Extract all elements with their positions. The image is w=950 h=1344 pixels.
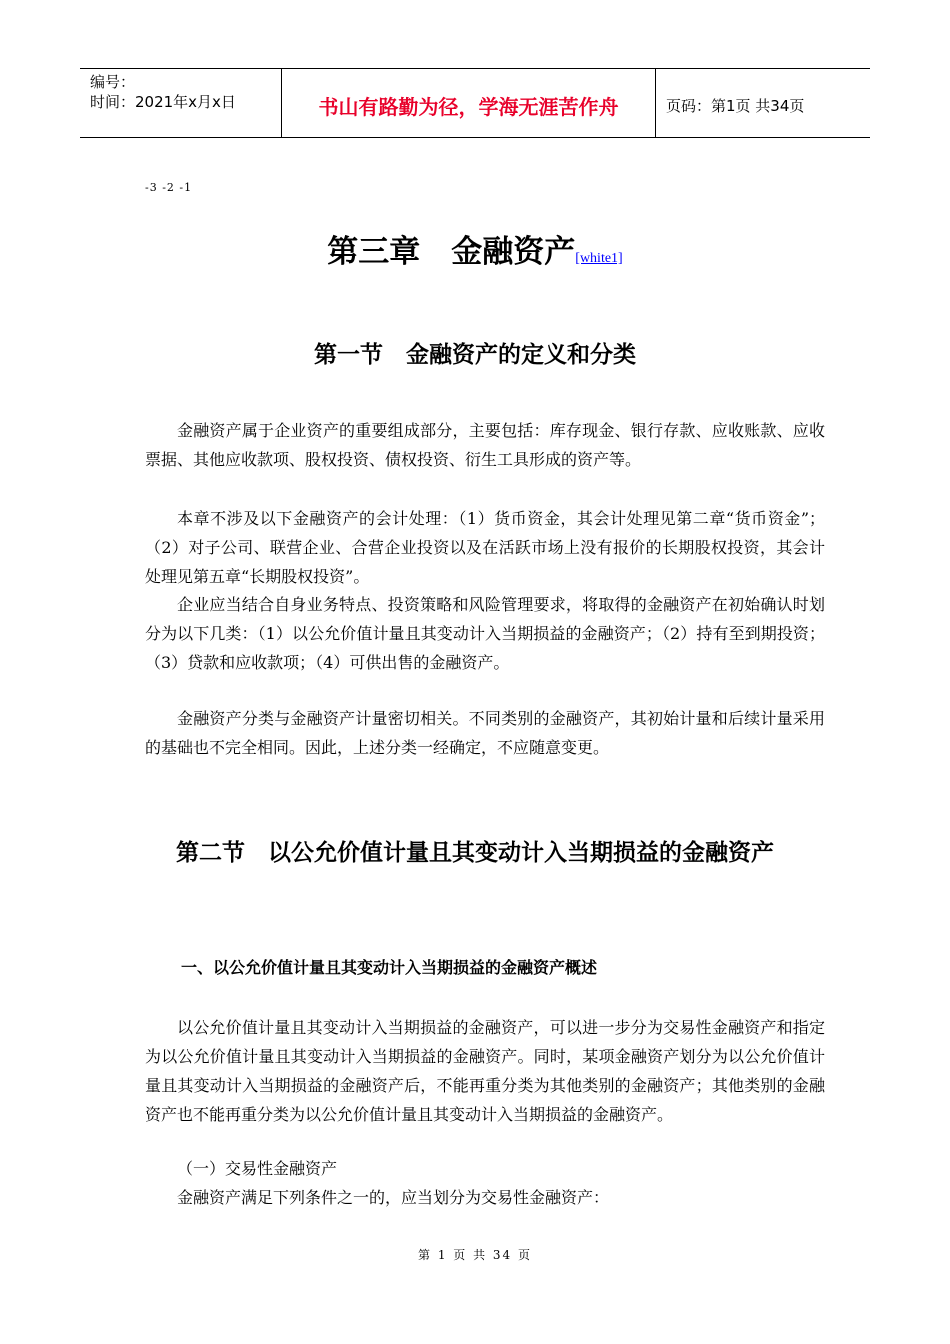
section2-subtitle: 一、以公允价值计量且其变动计入当期损益的金融资产概述 — [181, 958, 598, 977]
page-footer: 第 1 页 共 34 页 — [418, 1248, 532, 1262]
number-label: 编号： — [90, 73, 136, 91]
section1-paragraph: 金融资产分类与金融资产计量密切相关。不同类别的金融资产，其初始计量和后续计量采用的基础也不完全相同。因此，上述分类一经确定，不应随意变更。 — [145, 709, 825, 757]
header-table — [80, 68, 870, 138]
section1-paragraph: 金融资产属于企业资产的重要组成部分，主要包括：库存现金、银行存款、应收账款、应收票据、其他应收款项、股权投资、债权投资、衍生工具形成的资产等。 — [145, 421, 825, 469]
page-signature: -3 -2 -1 — [145, 181, 193, 194]
header-motto: 书山有路勤为径，学海无涯苦作舟 — [282, 69, 656, 137]
comment-marker[interactable]: [white1] — [575, 251, 623, 266]
section2-title: 第二节 以公允价值计量且其变动计入当期损益的金融资产 — [176, 840, 774, 866]
section1-paragraph: 企业应当结合自身业务特点、投资策略和风险管理要求，将取得的金融资产在初始确认时划分为以下几类：（1）以公允价值计量且其变动计入当期损益的金融资产；（2）持有至到期投资；（3）贷款和应收款项；（4）可供出售的金融资产。 — [145, 595, 825, 672]
time-label: 时间：2021年x月x日 — [90, 93, 236, 111]
section2-paragraph: 金融资产满足下列条件之一的，应当划分为交易性金融资产： — [177, 1188, 610, 1207]
chapter-title-text: 第三章 金融资产 — [327, 234, 576, 270]
section1-title: 第一节 金融资产的定义和分类 — [314, 342, 636, 368]
section2-paragraph: 以公允价值计量且其变动计入当期损益的金融资产，可以进一步分为交易性金融资产和指定为以公允价值计量且其变动计入当期损益的金融资产。同时，某项金融资产划分为以公允价值计量且其变动计入当期损益的金融资产后，不能再重分类为其他类别的金融资产；其他类别的金融资产也不能再重分类为以公允价值计量且其变动计入当期损益的金融资产。 — [145, 1018, 825, 1124]
chapter-title — [0, 226, 950, 271]
section2-item-heading: （一）交易性金融资产 — [177, 1159, 338, 1178]
header-meta-cell — [80, 69, 282, 137]
section1-paragraph: 本章不涉及以下金融资产的会计处理：（1）货币资金，其会计处理见第二章“货币资金”；（2）对子公司、联营企业、合营企业投资以及在活跃市场上没有报价的长期股权投资，其会计处理见第五章“长期股权投资”。 — [145, 509, 825, 586]
header-page-info: 页码：第1页 共34页 — [666, 96, 805, 115]
